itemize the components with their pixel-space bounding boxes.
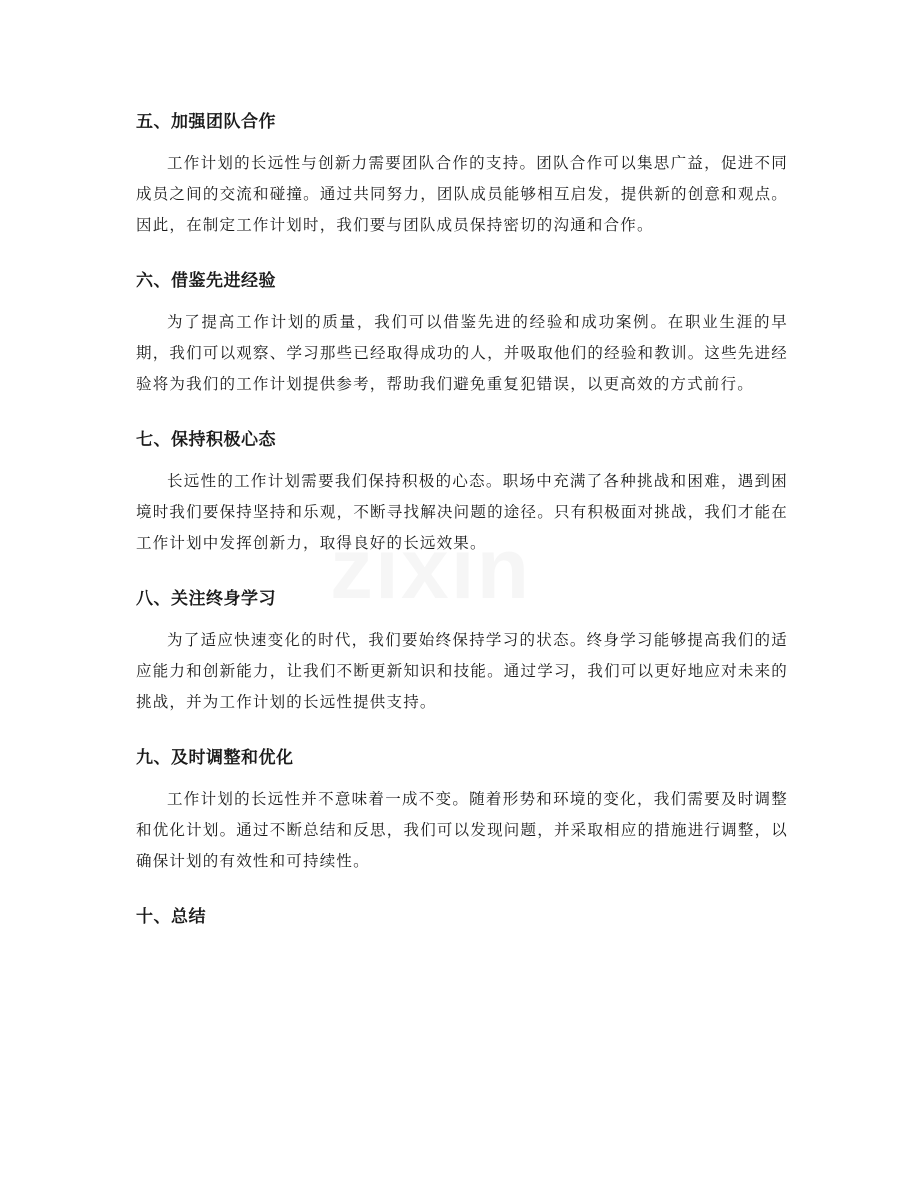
- section-body-9: 工作计划的长远性并不意味着一成不变。随着形势和环境的变化，我们需要及时调整和优化计划。通过不断总结和反思，我们可以发现问题，并采取相应的措施进行调整，以确保计划的有效性和可持续性。: [136, 790, 788, 870]
- section-heading-5: 五、加强团队合作: [136, 112, 276, 132]
- document-content: [136, 96, 788, 943]
- section-body-6: 为了提高工作计划的质量，我们可以借鉴先进的经验和成功案例。在职业生涯的早期，我们可以观察、学习那些已经取得成功的人，并吸取他们的经验和教训。这些先进经验将为我们的工作计划提供参考，帮助我们避免重复犯错误，以更高效的方式前行。: [136, 313, 788, 393]
- section-body-7: 长远性的工作计划需要我们保持积极的心态。职场中充满了各种挑战和困难，遇到困境时我们要保持坚持和乐观，不断寻找解决问题的途径。只有积极面对挑战，我们才能在工作计划中发挥创新力，取得良好的长远效果。: [136, 472, 788, 552]
- section-heading-9: 九、及时调整和优化: [136, 748, 294, 768]
- section-body-5: 工作计划的长远性与创新力需要团队合作的支持。团队合作可以集思广益，促进不同成员之间的交流和碰撞。通过共同努力，团队成员能够相互启发，提供新的创意和观点。因此，在制定工作计划时，我们要与团队成员保持密切的沟通和合作。: [136, 154, 788, 234]
- section-heading-10: 十、总结: [136, 907, 206, 927]
- section-heading-8: 八、关注终身学习: [136, 589, 276, 609]
- section-body-8: 为了适应快速变化的时代，我们要始终保持学习的状态。终身学习能够提高我们的适应能力和创新能力，让我们不断更新知识和技能。通过学习，我们可以更好地应对未来的挑战，并为工作计划的长远性提供支持。: [136, 631, 788, 711]
- section-heading-7: 七、保持积极心态: [136, 430, 276, 450]
- section-heading-6: 六、借鉴先进经验: [136, 271, 276, 291]
